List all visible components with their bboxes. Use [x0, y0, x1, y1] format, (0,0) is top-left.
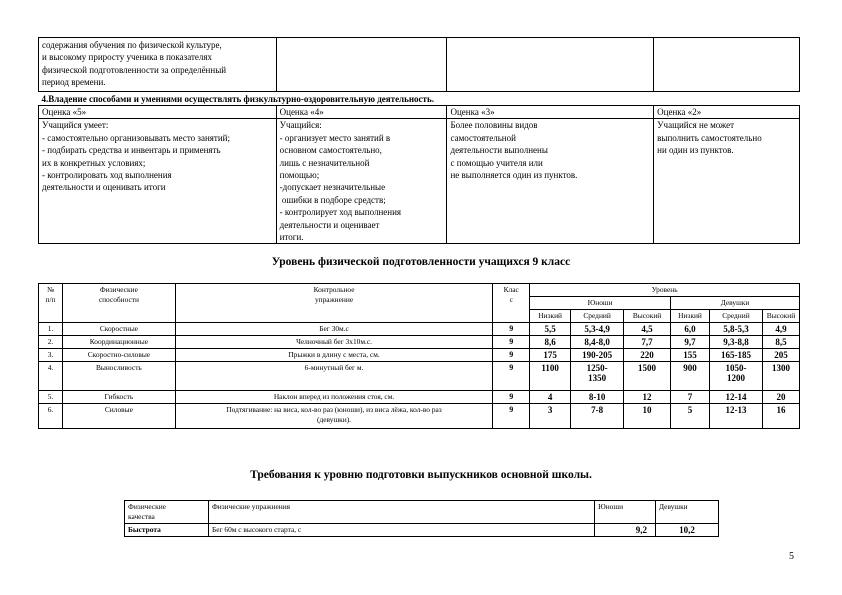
- requirements-title: Требования к уровню подготовки выпускников основной школы.: [250, 469, 592, 481]
- sublevel-header-row: Низкий Средний Высокий Низкий Средний Высокий: [39, 310, 800, 323]
- table-row: 2. Координационные Челночный бег 3х10м.с. 9 8,6 8,4-8,0 7,7 9,7 9,3-8,8 8,5: [39, 336, 800, 349]
- grade-3-criteria: Более половины видов самостоятельной деятельности выполнены с помощью учителя или не выполняется один из пунктов.: [447, 119, 654, 244]
- continued-row: содержания обучения по физической культуре, и высокому приросту ученика в показателях физической подготовленности за определённый период времени.: [39, 38, 800, 92]
- grade-3-header: Оценка «3»: [447, 106, 654, 119]
- section-heading: 4.Владение способами и умениями осуществлять физкультурно-оздоровительную деятельность.: [39, 92, 800, 106]
- col-class-header: Клас с: [493, 284, 530, 323]
- table-row: 1. Скоростные Бег 30м.с 9 5,5 5,3-4,9 4,5 6,0 5,8-5,3 4,9: [39, 323, 800, 336]
- requirements-header-row: Физические качества Физические упражнения Юноши Девушки: [125, 501, 719, 524]
- table-row: 3. Скоростно-силовые Прыжки в длину с места, см. 9 175 190-205 220 155 165-185 205: [39, 349, 800, 362]
- table-row: Быстрота Бег 60м с высокого старта, с 9,2 10,2: [125, 524, 719, 537]
- grade-4-header: Оценка «4»: [276, 106, 447, 119]
- boys-header: Юноши: [530, 297, 671, 310]
- table-row: 4. Выносливость 6-минутный бег м. 9 1100 1250-1350 1500 900 1050-1200 1300: [39, 362, 800, 391]
- fitness-level-title: Уровень физической подготовленности учащихся 9 класс: [271, 256, 571, 268]
- col-ability-header: Физические способности: [62, 284, 175, 323]
- grade-4-criteria: Учащийся: - организует место занятий в основном самостоятельно, лишь с незначительной помощью; -допускает незначительные ошибки в подборе средств; - контролирует ход выполнения деятельности и оценивает итоги.: [276, 119, 447, 244]
- requirements-table: [124, 500, 719, 537]
- col-num-header: № п/п: [39, 284, 63, 323]
- col-exercise-header: Контрольное упражнение: [175, 284, 492, 323]
- criteria-row: [39, 119, 800, 244]
- grade-header-row: [39, 106, 800, 119]
- grading-table: [38, 37, 800, 244]
- table-row: 6. Силовые Подтягивание: на виса, кол-во раз (юноши), из виса лёжа, кол-во раз (девушки). 9 3 7-8 10 5 12-13 16: [39, 404, 800, 429]
- level-header: Уровень: [530, 284, 800, 297]
- girls-header: Девушки: [671, 297, 800, 310]
- grade-5-header: Оценка «5»: [39, 106, 277, 119]
- page-number: 5: [789, 551, 794, 562]
- table-row: 5. Гибкость Наклон вперед из положения стоя, см. 9 4 8-10 12 7 12-14 20: [39, 391, 800, 404]
- grade-2-criteria: Учащийся не может выполнить самостоятельно ни один из пунктов.: [654, 119, 800, 244]
- grade-5-criteria: Учащийся умеет: - самостоятельно организовывать место занятий; - подбирать средства и инвентарь и применять их в конкретных условиях; - контролировать ход выполнения деятельности и оценивать итоги: [39, 119, 277, 244]
- fitness-level-table: [38, 283, 800, 429]
- grade-2-header: Оценка «2»: [654, 106, 800, 119]
